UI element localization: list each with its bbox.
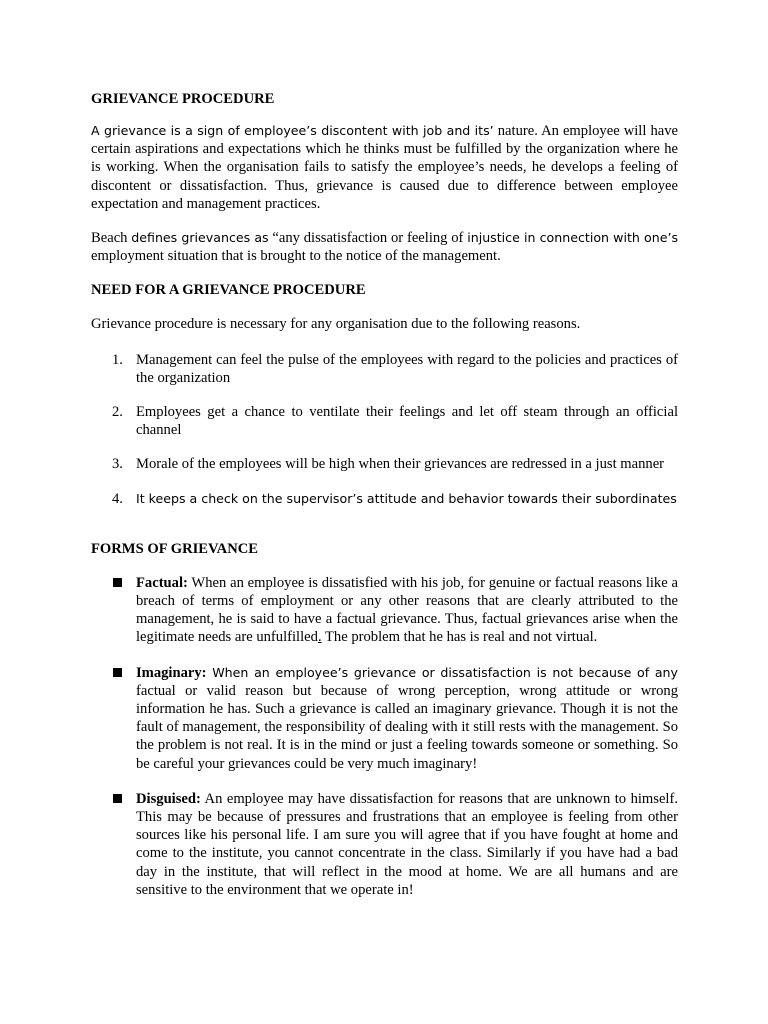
list-item-text: Morale of the employees will be high when their grievances are redressed in a just manner — [136, 456, 665, 473]
imaginary-text-start: When an employee’s grievance or dissatisfaction is not because of any — [206, 664, 678, 680]
imaginary-text: factual or valid reason but because of wrong perception, wrong attitude or wrong information he has. Such a grievance is called an imaginary grievance. Though it is not the fault of management, the responsibility of dealing with it still rests with the management. So the problem is not real. It is in the mind or just a feeling towards someone or something. So be careful your grievances could be very much imaginary! — [136, 682, 678, 772]
heading-grievance-procedure: GRIEVANCE PROCEDURE — [91, 91, 275, 107]
list-item — [91, 403, 678, 439]
list-item-factual — [91, 574, 678, 647]
term-imaginary: Imaginary: — [136, 664, 207, 681]
para2-end: employment situation that is brought to the notice of the management. — [91, 248, 501, 265]
reasons-list — [91, 351, 678, 508]
factual-text-end: The problem that he has is real and not virtual. — [321, 629, 598, 646]
square-bullet-icon — [113, 668, 122, 677]
list-number: 4. — [112, 490, 123, 507]
list-item-text: Management can feel the pulse of the employees with regard to the policies and practices of the organization — [136, 351, 678, 386]
factual-underlined: . — [317, 629, 322, 646]
list-number: 2. — [112, 404, 123, 421]
list-item-text: Employees get a chance to ventilate their feelings and let off steam through an official channel — [136, 404, 678, 439]
para2-mid: “any dissatisfaction or feeling of — [268, 230, 468, 247]
heading-need: NEED FOR A GRIEVANCE PROCEDURE — [91, 282, 366, 299]
paragraph-beach-definition — [91, 229, 678, 265]
paragraph-reasons-intro: Grievance procedure is necessary for any organisation due to the following reasons. — [91, 316, 581, 333]
factual-text: When an employee is dissatisfied with his job, for genuine or factual reasons like a breach of terms of employment or any other reasons that are clearly attributed to the management, he is said to have a factual grievance. Thus, factual grievances arise when the legitimate needs are unfulfilled — [136, 574, 678, 646]
para2-sans2: injustice in connection with one’s — [467, 230, 679, 246]
disguised-text: An employee may have dissatisfaction for reasons that are unknown to himself. This may be because of pressures and frustrations that an employee is feeling from other sources like his personal life. I am sure you will agree that if you have fought at home and come to the institute, you cannot concentrate in the class. Similarly if you have had a bad day in the institute, that will reflect in the mood at home. We are all humans and are sensitive to the environment that we operate in! — [136, 790, 678, 898]
para2-sans: defines grievances as — [131, 230, 269, 246]
list-item — [91, 351, 678, 387]
paragraph-definition — [91, 122, 678, 213]
list-number: 1. — [112, 351, 123, 368]
list-item-disguised — [91, 790, 678, 899]
list-item-imaginary — [91, 664, 678, 773]
heading-forms: FORMS OF GRIEVANCE — [91, 540, 259, 557]
list-item-text: It keeps a check on the supervisor’s attitude and behavior towards their subordinates — [136, 490, 677, 506]
list-number: 3. — [112, 456, 123, 473]
list-item — [91, 455, 678, 473]
forms-list — [91, 574, 678, 899]
paragraph-definition-start: A grievance is a sign of employee’s discontent with job and its’ — [91, 123, 494, 138]
square-bullet-icon — [113, 578, 122, 587]
square-bullet-icon — [113, 794, 122, 803]
para2-start: Beach — [91, 230, 132, 247]
list-item — [91, 490, 678, 508]
term-disguised: Disguised: — [136, 790, 201, 807]
term-factual: Factual: — [136, 574, 188, 591]
paragraph-definition-rest: nature. An employee will have certain aspirations and expectations which he thinks must be fulfilled by the organization where he is working. When the organisation fails to satisfy the employee’s needs, he develops a feeling of discontent or dissatisfaction. Thus, grievance is caused due to difference between employee expectation and management practices. — [91, 123, 678, 212]
